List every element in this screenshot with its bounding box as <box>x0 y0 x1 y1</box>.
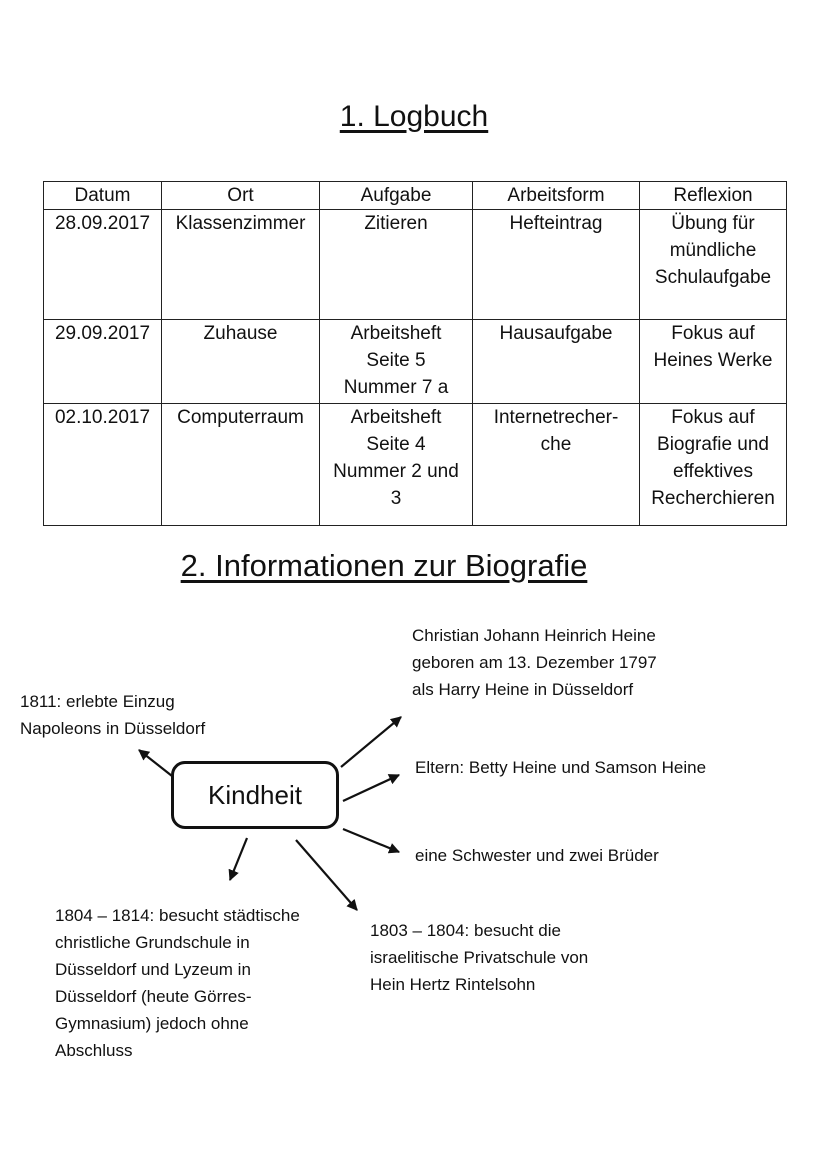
reflection-cell: Fokus auf Heines Werke <box>640 320 787 404</box>
arrow-to-private-school <box>296 840 357 910</box>
note-private-school: 1803 – 1804: besucht die israelitische Privatschule von Hein Hertz Rintelsohn <box>370 921 589 994</box>
reflection-cell: Übung für mündliche Schulaufgabe <box>640 210 787 320</box>
note-napoleon: 1811: erlebte Einzug Napoleons in Düsseldorf <box>20 692 206 738</box>
date-cell: 29.09.2017 <box>44 320 162 404</box>
arrow-to-siblings <box>343 829 399 852</box>
date-cell: 28.09.2017 <box>44 210 162 320</box>
note-name-birth: Christian Johann Heinrich Heine geboren am 13. Dezember 1797 als Harry Heine in Düsseldorf <box>412 626 657 699</box>
task-cell: Arbeitsheft Seite 4 Nummer 2 und 3 <box>320 404 473 526</box>
reflection-cell: Fokus auf Biografie und effektives Recherchieren <box>640 404 787 526</box>
task-cell: Zitieren <box>320 210 473 320</box>
arrow-to-napoleon <box>139 750 172 776</box>
column-header: Reflexion <box>640 182 787 210</box>
column-header: Ort <box>162 182 320 210</box>
column-header: Aufgabe <box>320 182 473 210</box>
note-parents: Eltern: Betty Heine und Samson Heine <box>415 758 707 777</box>
form-cell: Internetrecher- che <box>473 404 640 526</box>
logbook-title: 1. Logbuch <box>339 100 489 133</box>
arrow-to-parents <box>343 775 399 801</box>
column-header: Datum <box>44 182 162 210</box>
column-header: Arbeitsform <box>473 182 640 210</box>
arrow-to-name <box>341 717 401 767</box>
biography-title: 2. Informationen zur Biografie <box>180 548 588 583</box>
date-cell: 02.10.2017 <box>44 404 162 526</box>
form-cell: Hausaufgabe <box>473 320 640 404</box>
arrow-to-primary-school <box>230 838 247 880</box>
note-primary-school: 1804 – 1814: besucht städtische christliche Grundschule in Düsseldorf und Lyzeum in Düsseldorf (heute Görres- Gymnasium) jedoch ohne Abschluss <box>55 906 300 1060</box>
note-siblings: eine Schwester und zwei Brüder <box>415 846 659 865</box>
form-cell: Hefteintrag <box>473 210 640 320</box>
place-cell: Klassenzimmer <box>162 210 320 320</box>
place-cell: Zuhause <box>162 320 320 404</box>
task-cell: Arbeitsheft Seite 5 Nummer 7 a <box>320 320 473 404</box>
mindmap-center-node: Kindheit <box>171 761 339 829</box>
place-cell: Computerraum <box>162 404 320 526</box>
